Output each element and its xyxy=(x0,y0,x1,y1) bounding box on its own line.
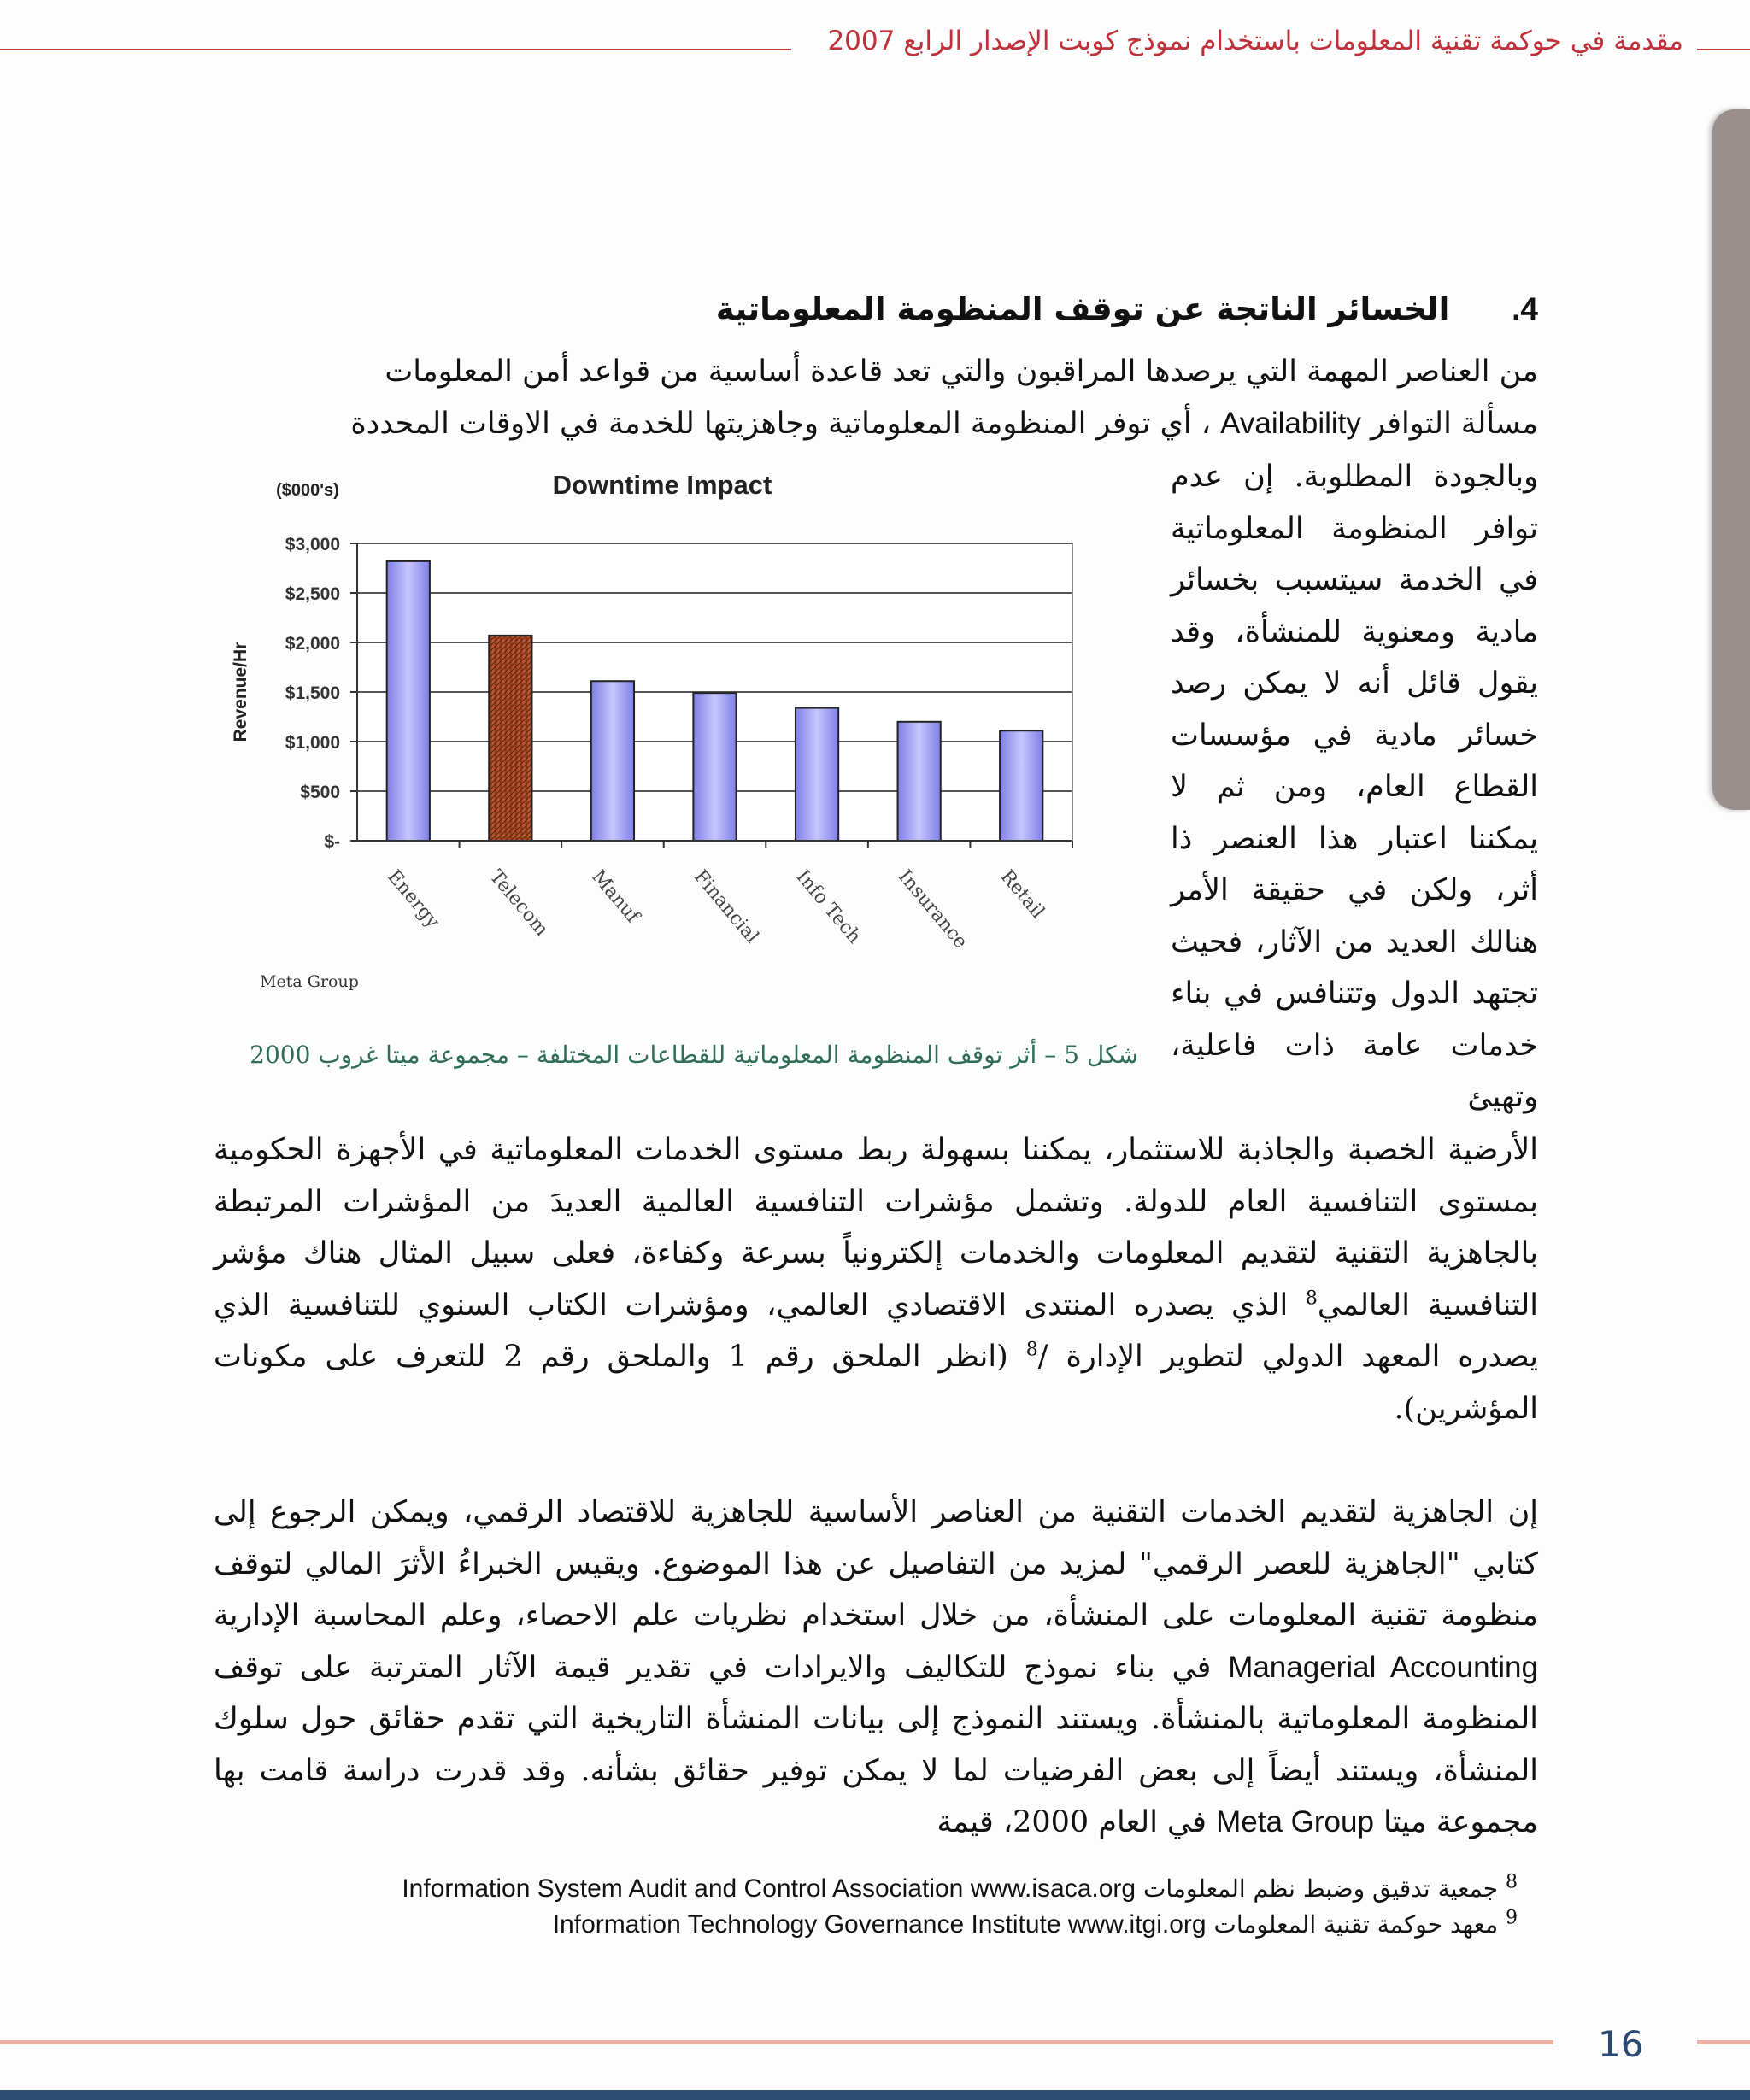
paragraph-3-text xyxy=(214,1487,1538,1849)
chart-units-label: ($000's) xyxy=(276,481,339,500)
bar-telecom xyxy=(489,636,531,841)
meta-group-term: Meta Group xyxy=(1216,1805,1374,1839)
figure-caption: شكل 5 – أثر توقف المنظومة المعلوماتية للقطاعات المختلفة – مجموعة ميتا غروب 2000 xyxy=(250,1041,1138,1069)
paragraph-1-text: ، أي توفر المنظومة المعلوماتية وجاهزيتها للخدمة في الاوقات المحددة xyxy=(350,406,1221,441)
chart-source-label: Meta Group xyxy=(260,972,359,991)
section-number: 4. xyxy=(1512,291,1538,326)
y-tick-label: $1,000 xyxy=(285,733,340,753)
chart-svg xyxy=(224,461,1100,1008)
paragraph-3-part: في العام 2000، قيمة xyxy=(937,1805,1217,1839)
y-tick-label: $2,500 xyxy=(285,584,340,604)
x-tick-label: Telecom xyxy=(484,865,553,941)
paragraph-2-part: الأرضية الخصبة والجاذبة للاستثمار، يمكننا بسهولة ربط مستوى الخدمات المعلوماتية في الأجهزة الحكومية بمستوى التنافسية العام للدولة. وتشمل مؤشرات التنافسية العالمية العديدَ من المؤشرات المرتبطة بالجاهزية التقنية لتقديم المعلومات والخدمات إلكترونياً بسرعة وكفاءة، فعلى سبيل المثال هناك مؤشر التنافسية العالمي xyxy=(214,1133,1538,1323)
footnote-ref: 8 xyxy=(1025,1339,1038,1361)
bar-financial xyxy=(693,693,736,841)
x-tick-label: Info Tech xyxy=(791,865,866,948)
side-tab xyxy=(1712,109,1750,810)
availability-term: Availability xyxy=(1220,406,1361,440)
x-tick-label: Insurance xyxy=(894,865,972,953)
chart-y-axis-label: Revenue/Hr xyxy=(231,642,250,742)
paragraph-3-part: إن الجاهزية لتقديم الخدمات التقنية من العناصر الأساسية للجاهزية للاقتصاد الرقمي، ويمكن الرجوع إلى كتابي "الجاهزية للعصر الرقمي" لمزيد من التفاصيل عن هذا الموضوع. ويقيس الخبراءُ الأثرَ المالي لتوقف منظومة تقنية المعلومات على المنشأة، من خلال استخدام نظريات علم الاحصاء، وعلم المحاسبة الإدارية xyxy=(214,1495,1538,1633)
footer-rule xyxy=(0,2040,1553,2044)
x-tick-label: Energy xyxy=(383,865,443,933)
paragraph-3-part: في بناء نموذج للتكاليف والايرادات في تقدير قيمة الآثار المترتبة على توقف المنظومة المعلوماتية بالمنشأة. ويستند النموذج إلى بيانات المنشأة التاريخية التي تقدم حقائق حول سلوك المنشأة، ويستند أيضاً إلى بعض الفرضيات لما لا يمكن توفير حقائق بشأنه. وقد قدرت دراسة قامت بها مجموعة ميتا xyxy=(214,1650,1538,1839)
header-title: مقدمة في حوكمة تقنية المعلومات باستخدام نموذج كوبت الإصدار الرابع 2007 xyxy=(827,26,1683,56)
downtime-impact-chart xyxy=(224,461,1100,1008)
chart-x-tick-labels xyxy=(383,866,1048,953)
paragraph-2-text xyxy=(214,1124,1538,1434)
footnote-9 xyxy=(402,1907,1518,1943)
y-tick-label: $3,000 xyxy=(285,535,340,554)
bar-manuf xyxy=(591,681,634,841)
wrapped-paragraph: وبالجودة المطلوبة. إن عدم توافر المنظومة المعلوماتية في الخدمة سيتسبب بخسائر مادية ومعنوية للمنشأة، وقد يقول قائل أنه لا يمكن رصد خسائر مادية في مؤسسات القطاع العام، ومن ثم لا يمكننا اعتبار هذا العنصر ذا أثر، ولكن في حقيقة الأمر هنالك العديد من الآثار، فحيث تجتهد الدول وتتنافس في بناء خدمات عامة ذات فاعلية، وتهيئ xyxy=(1171,460,1538,1114)
paragraph-3 xyxy=(214,1487,1538,1849)
managerial-accounting-term: Managerial Accounting xyxy=(1228,1650,1538,1684)
footnote-ref: 8 xyxy=(1305,1287,1318,1309)
section-heading xyxy=(716,290,1538,327)
paragraph-1-line-2 xyxy=(214,398,1538,450)
footnote-latin: Information System Audit and Control Association www.isaca.org xyxy=(402,1874,1136,1903)
bar-info-tech xyxy=(796,708,838,841)
paragraph-1-line-1: من العناصر المهمة التي يرصدها المراقبون والتي تعد قاعدة أساسية من قواعد أمن المعلومات xyxy=(385,355,1538,389)
page-number: 16 xyxy=(1598,2023,1644,2065)
footnote-number: 9 xyxy=(1506,1907,1518,1929)
y-tick-label: $500 xyxy=(300,783,340,802)
paragraph-2-part: (انظر الملحق رقم 1 والملحق رقم 2 للتعرف على مكونات المؤشرين). xyxy=(214,1340,1538,1426)
footnote-arabic: جمعية تدقيق وضبط نظم المعلومات xyxy=(1143,1874,1499,1903)
x-tick-label: Manuf xyxy=(587,865,643,928)
footer-rule xyxy=(1697,2040,1750,2044)
y-tick-label: $2,000 xyxy=(285,634,340,654)
y-tick-label: $- xyxy=(324,832,340,852)
wrapped-text-column xyxy=(1171,451,1538,1123)
header-rule xyxy=(0,49,791,50)
footnotes xyxy=(402,1871,1518,1943)
chart-title: Downtime Impact xyxy=(552,470,772,500)
footnote-latin: Information Technology Governance Institute www.itgi.org xyxy=(552,1910,1207,1939)
paragraph-1 xyxy=(214,346,1538,449)
paragraph-1-text: مسألة التوافر xyxy=(1360,406,1538,441)
bar-retail xyxy=(1000,730,1042,841)
footnote-number: 8 xyxy=(1506,1871,1518,1893)
header-rule xyxy=(1697,49,1750,50)
running-header xyxy=(0,26,1750,63)
bar-insurance xyxy=(898,722,941,841)
section-title: الخسائر الناتجة عن توقف المنظومة المعلوماتية xyxy=(715,290,1450,327)
chart-y-tick-labels xyxy=(285,535,340,852)
footnote-8 xyxy=(402,1871,1518,1907)
bar-energy xyxy=(387,561,430,841)
y-tick-label: $1,500 xyxy=(285,683,340,703)
x-tick-label: Financial xyxy=(689,865,763,947)
bottom-band xyxy=(0,2090,1750,2100)
x-tick-label: Retail xyxy=(995,865,1048,924)
footnote-arabic: معهد حوكمة تقنية المعلومات xyxy=(1213,1910,1499,1939)
paragraph-2-part: الذي يصدره المنتدى الاقتصادي العالمي، ومؤشرات الكتاب السنوي للتنافسية الذي يصدره المعهد الدولي لتطوير الإدارة / xyxy=(214,1288,1539,1374)
paragraph-2 xyxy=(214,1124,1538,1434)
